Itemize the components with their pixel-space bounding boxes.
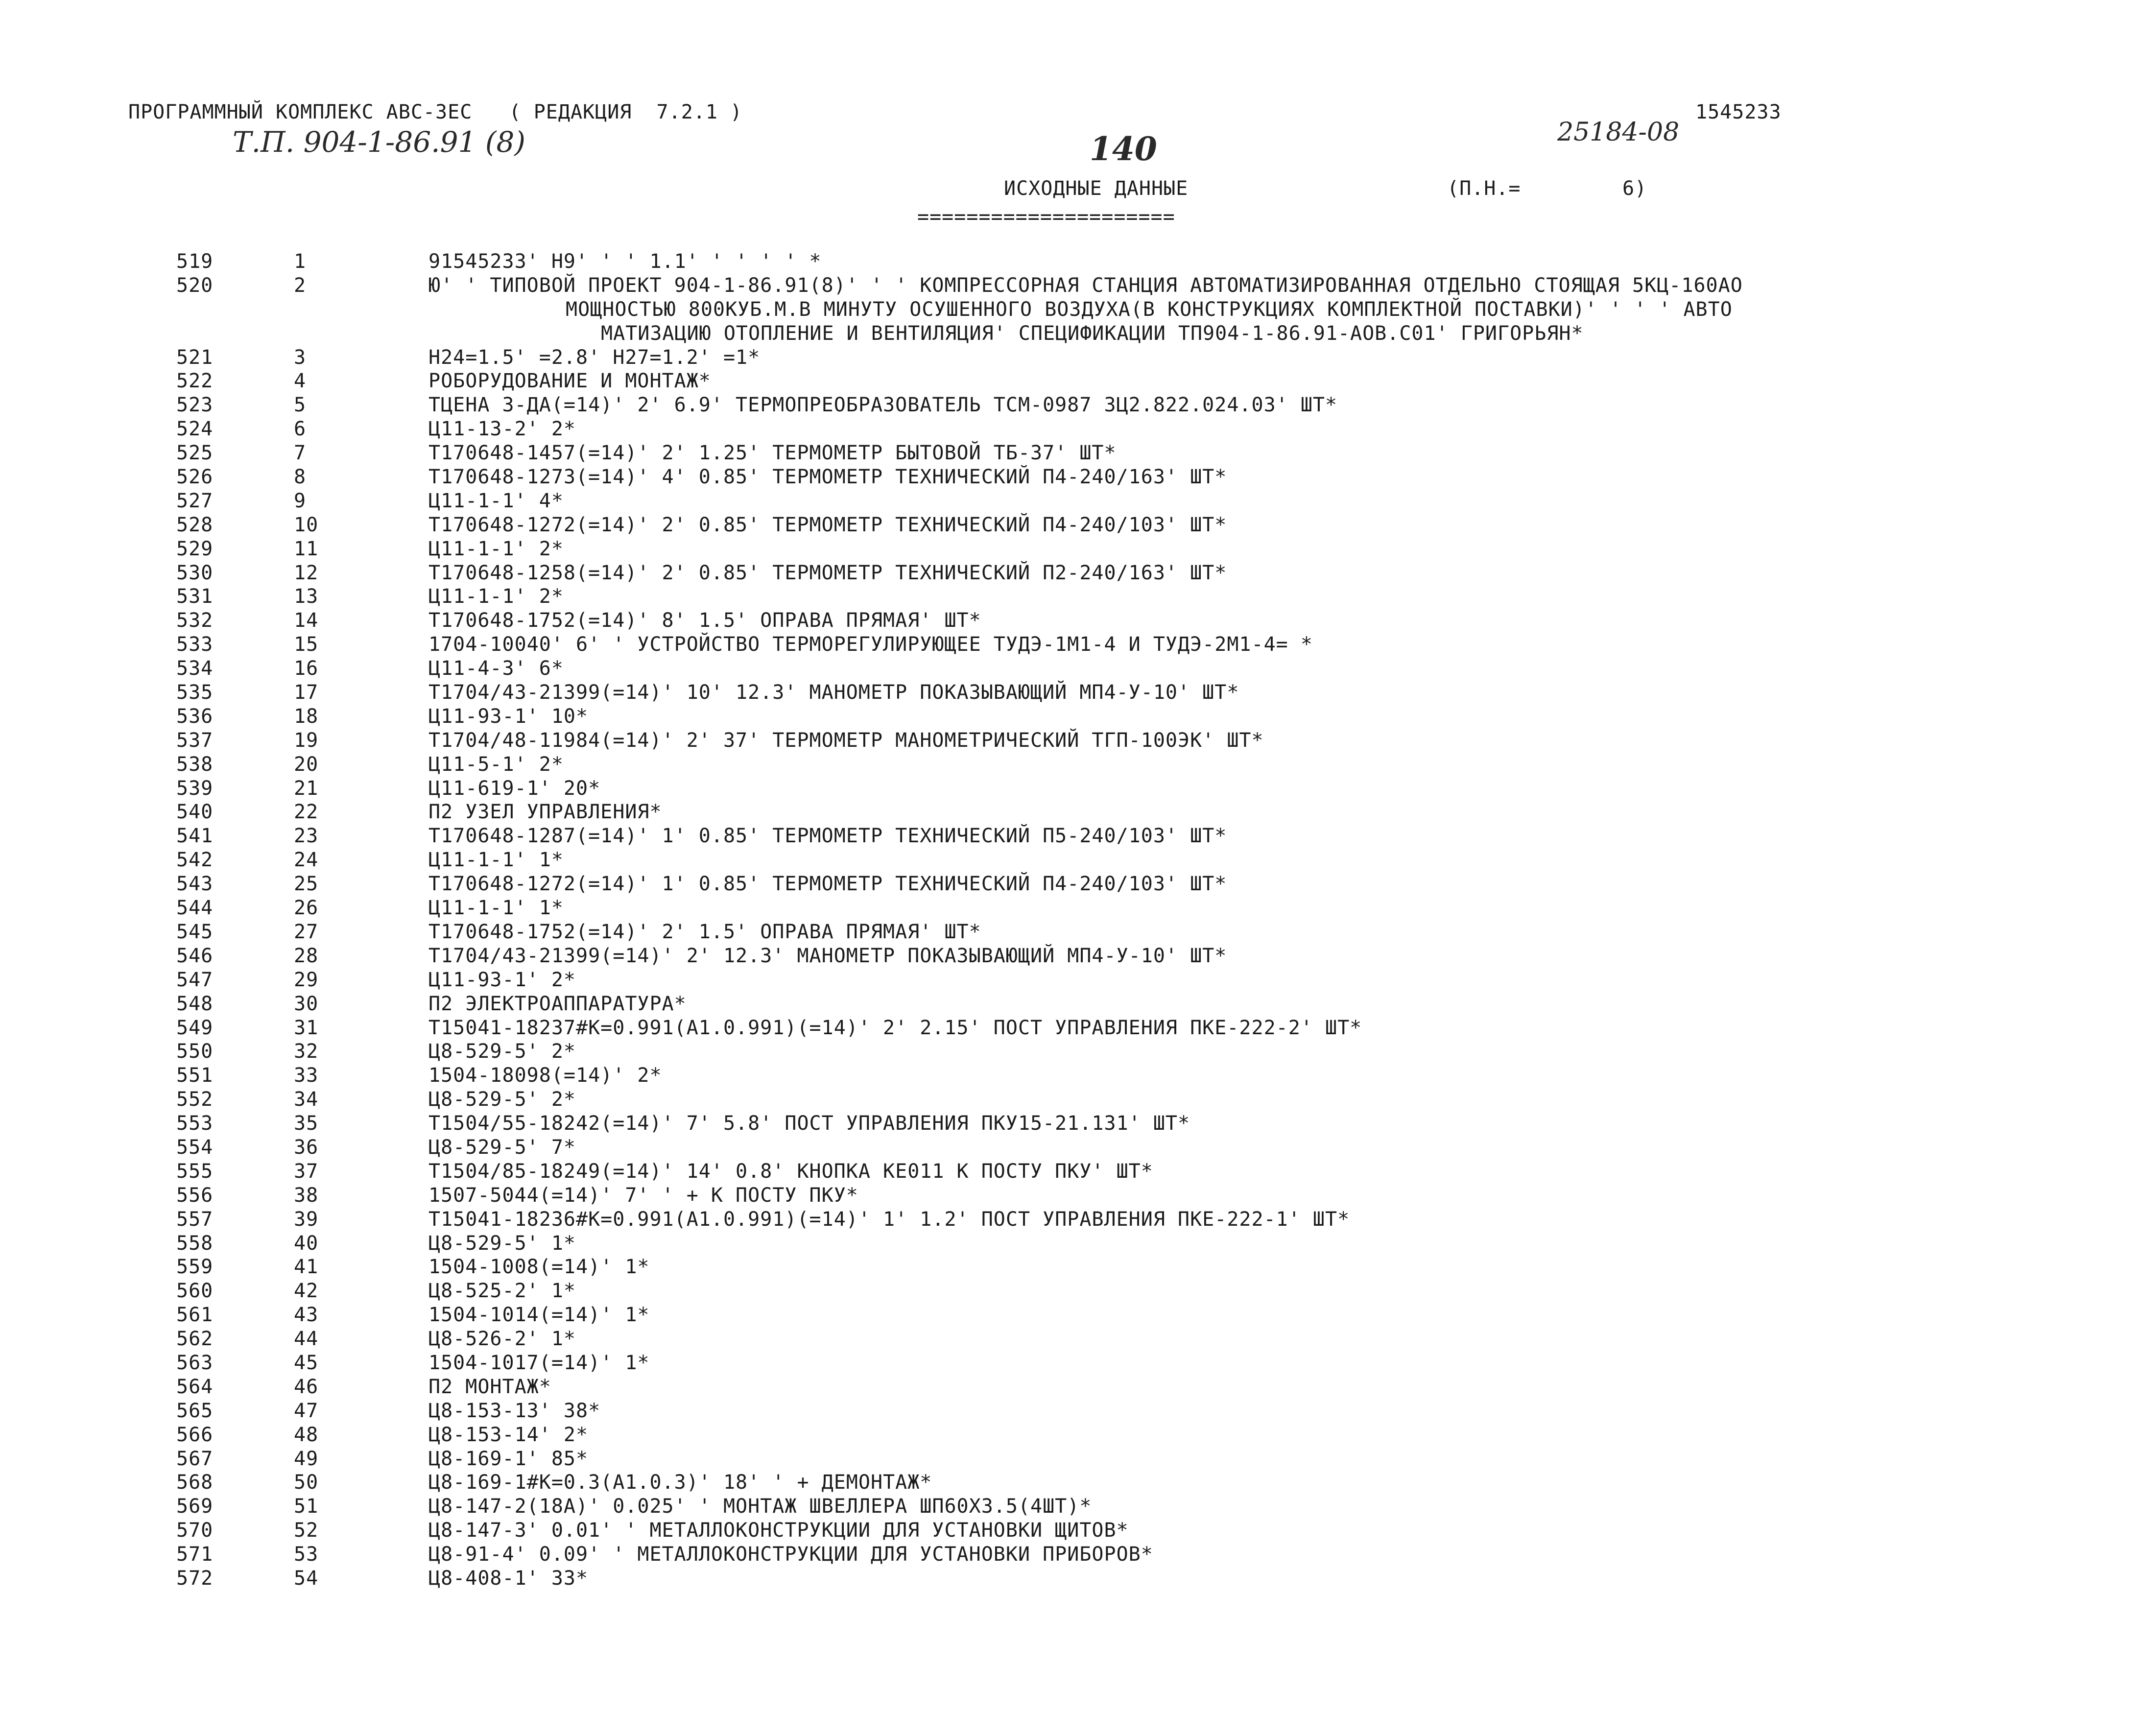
record-row xyxy=(0,561,2141,585)
record-text: Т1704/43-21399(=14)' 10' 12.3' МАНОМЕТР ПОКАЗЫВАЮЩИЙ МП4-У-10' ШТ* xyxy=(428,681,1239,704)
record-text: Ц8-529-5' 1* xyxy=(428,1232,576,1255)
record-sequence-number: 14 xyxy=(294,609,319,632)
record-line-number: 563 xyxy=(176,1351,214,1374)
record-text: Ц8-408-1' 33* xyxy=(428,1567,589,1590)
record-line-number: 548 xyxy=(176,992,214,1015)
record-line-number: 547 xyxy=(176,968,214,991)
record-row xyxy=(0,1351,2141,1375)
record-main-line xyxy=(0,848,2141,872)
record-row xyxy=(0,609,2141,633)
record-main-line xyxy=(0,753,2141,777)
record-main-line xyxy=(0,1016,2141,1040)
record-main-line xyxy=(0,1471,2141,1495)
record-text: Ц8-529-5' 2* xyxy=(428,1088,576,1111)
section-title-underline: ===================== xyxy=(917,206,1175,228)
record-text: 91545233' Н9' ' ' 1.1' ' ' ' ' * xyxy=(428,250,822,273)
record-sequence-number: 50 xyxy=(294,1471,319,1494)
record-main-line xyxy=(0,465,2141,489)
record-sequence-number: 35 xyxy=(294,1112,319,1135)
record-line-number: 542 xyxy=(176,849,214,872)
record-line-number: 523 xyxy=(176,394,214,417)
record-sequence-number: 8 xyxy=(294,466,307,489)
record-line-number: 526 xyxy=(176,466,214,489)
record-row xyxy=(0,1375,2141,1399)
record-sequence-number: 53 xyxy=(294,1543,319,1566)
record-row xyxy=(0,1303,2141,1327)
record-sequence-number: 54 xyxy=(294,1567,319,1590)
record-text: Ц8-526-2' 1* xyxy=(428,1328,576,1351)
record-row xyxy=(0,968,2141,992)
record-text: Ц11-93-1' 10* xyxy=(428,705,589,728)
record-text: Ю' ' ТИПОВОЙ ПРОЕКТ 904-1-86.91(8)' ' ' КОМПРЕССОРНАЯ СТАНЦИЯ АВТОМАТИЗИРОВАННАЯ ОТДЕЛЬНО СТОЯЩАЯ 5КЦ-160АО xyxy=(428,274,1743,297)
record-main-line xyxy=(0,992,2141,1016)
record-main-line xyxy=(0,1232,2141,1256)
record-main-line xyxy=(0,369,2141,393)
record-sequence-number: 37 xyxy=(294,1160,319,1183)
pn-value: 6) xyxy=(1622,177,1647,200)
record-main-line xyxy=(0,346,2141,370)
record-main-line xyxy=(0,944,2141,968)
record-text: Ц8-153-14' 2* xyxy=(428,1423,589,1446)
record-line-number: 551 xyxy=(176,1064,214,1087)
record-continuation-text: МОЩНОСТЬЮ 800КУБ.М.В МИНУТУ ОСУШЕННОГО ВОЗДУХА(В КОНСТРУКЦИЯХ КОМПЛЕКТНОЙ ПОСТАВКИ)' ' ' ' АВТО xyxy=(566,298,1733,321)
record-sequence-number: 23 xyxy=(294,825,319,848)
record-row xyxy=(0,513,2141,537)
records-listing xyxy=(0,250,2141,1591)
record-text: Т170648-1287(=14)' 1' 0.85' ТЕРМОМЕТР ТЕХНИЧЕСКИЙ П5-240/103' ШТ* xyxy=(428,825,1227,848)
record-text: П2 ЭЛЕКТРОАППАРАТУРА* xyxy=(428,992,687,1015)
record-row xyxy=(0,920,2141,944)
record-line-number: 533 xyxy=(176,633,214,656)
record-line-number: 571 xyxy=(176,1543,214,1566)
record-main-line xyxy=(0,1184,2141,1208)
record-text: Ц8-147-2(18А)' 0.025' ' МОНТАЖ ШВЕЛЛЕРА ШП60Х3.5(4ШТ)* xyxy=(428,1495,1092,1518)
record-main-line xyxy=(0,250,2141,274)
record-main-line xyxy=(0,274,2141,298)
record-row xyxy=(0,992,2141,1016)
record-row xyxy=(0,944,2141,968)
record-row xyxy=(0,1423,2141,1447)
record-line-number: 556 xyxy=(176,1184,214,1207)
record-main-line xyxy=(0,1351,2141,1375)
record-main-line xyxy=(0,729,2141,753)
record-sequence-number: 26 xyxy=(294,897,319,920)
record-main-line xyxy=(0,1543,2141,1567)
record-text: Т1704/43-21399(=14)' 2' 12.3' МАНОМЕТР ПОКАЗЫВАЮЩИЙ МП4-У-10' ШТ* xyxy=(428,944,1227,967)
record-main-line xyxy=(0,1375,2141,1399)
record-line-number: 567 xyxy=(176,1447,214,1470)
record-row xyxy=(0,346,2141,370)
record-line-number: 569 xyxy=(176,1495,214,1518)
record-row xyxy=(0,1064,2141,1088)
record-sequence-number: 33 xyxy=(294,1064,319,1087)
record-main-line xyxy=(0,585,2141,609)
record-sequence-number: 2 xyxy=(294,274,307,297)
record-line-number: 545 xyxy=(176,920,214,943)
record-main-line xyxy=(0,633,2141,657)
record-main-line xyxy=(0,1279,2141,1303)
record-line-number: 566 xyxy=(176,1423,214,1446)
record-main-line xyxy=(0,1303,2141,1327)
record-text: Ц11-619-1' 20* xyxy=(428,777,601,800)
record-text: Ц11-1-1' 2* xyxy=(428,585,564,608)
record-line-number: 521 xyxy=(176,346,214,369)
record-line-number: 555 xyxy=(176,1160,214,1183)
record-main-line xyxy=(0,1567,2141,1591)
record-text: Ц11-1-1' 4* xyxy=(428,489,564,512)
record-row xyxy=(0,250,2141,274)
record-line-number: 534 xyxy=(176,657,214,680)
record-line-number: 565 xyxy=(176,1399,214,1422)
record-row xyxy=(0,1136,2141,1160)
record-line-number: 564 xyxy=(176,1375,214,1398)
record-main-line xyxy=(0,1112,2141,1136)
record-line-number: 549 xyxy=(176,1016,214,1039)
record-row xyxy=(0,896,2141,920)
record-main-line xyxy=(0,681,2141,705)
pn-label: (П.Н.= xyxy=(1447,177,1521,200)
record-main-line xyxy=(0,1136,2141,1160)
record-main-line xyxy=(0,1255,2141,1279)
record-row xyxy=(0,1447,2141,1471)
record-row xyxy=(0,1327,2141,1351)
record-text: Т170648-1272(=14)' 2' 0.85' ТЕРМОМЕТР ТЕХНИЧЕСКИЙ П4-240/103' ШТ* xyxy=(428,513,1227,536)
record-text: Т15041-18236#К=0.991(А1.0.991)(=14)' 1' 1.2' ПОСТ УПРАВЛЕНИЯ ПКЕ-222-1' ШТ* xyxy=(428,1208,1350,1231)
record-line-number: 560 xyxy=(176,1280,214,1303)
record-sequence-number: 43 xyxy=(294,1304,319,1327)
record-row xyxy=(0,777,2141,801)
record-main-line xyxy=(0,1519,2141,1543)
record-sequence-number: 21 xyxy=(294,777,319,800)
record-text: 1504-1017(=14)' 1* xyxy=(428,1351,650,1374)
section-title: ИСХОДНЫЕ ДАННЫЕ xyxy=(1004,177,1189,200)
record-text: Ц11-4-3' 6* xyxy=(428,657,564,680)
record-sequence-number: 5 xyxy=(294,394,307,417)
record-sequence-number: 27 xyxy=(294,920,319,943)
page-number-handwritten: 140 xyxy=(1090,130,1157,168)
record-sequence-number: 15 xyxy=(294,633,319,656)
record-line-number: 539 xyxy=(176,777,214,800)
record-sequence-number: 29 xyxy=(294,968,319,991)
record-sequence-number: 3 xyxy=(294,346,307,369)
record-text: Ц11-93-1' 2* xyxy=(428,968,576,991)
record-text: Т170648-1457(=14)' 2' 1.25' ТЕРМОМЕТР БЫТОВОЙ ТБ-37' ШТ* xyxy=(428,442,1117,465)
record-row xyxy=(0,1567,2141,1591)
record-sequence-number: 7 xyxy=(294,442,307,465)
record-row xyxy=(0,872,2141,896)
record-sequence-number: 13 xyxy=(294,585,319,608)
record-line-number: 525 xyxy=(176,442,214,465)
record-row xyxy=(0,1112,2141,1136)
record-main-line xyxy=(0,657,2141,681)
record-main-line xyxy=(0,513,2141,537)
record-sequence-number: 10 xyxy=(294,513,319,536)
record-line-number: 546 xyxy=(176,944,214,967)
record-sequence-number: 22 xyxy=(294,801,319,824)
record-main-line xyxy=(0,1088,2141,1112)
record-line-number: 572 xyxy=(176,1567,214,1590)
record-sequence-number: 16 xyxy=(294,657,319,680)
record-sequence-number: 38 xyxy=(294,1184,319,1207)
record-line-number: 570 xyxy=(176,1519,214,1542)
record-main-line xyxy=(0,896,2141,920)
record-row xyxy=(0,465,2141,489)
record-row xyxy=(0,1232,2141,1256)
record-main-line xyxy=(0,393,2141,417)
record-line-number: 536 xyxy=(176,705,214,728)
record-line-number: 550 xyxy=(176,1040,214,1063)
record-line-number: 562 xyxy=(176,1328,214,1351)
record-line-number: 537 xyxy=(176,729,214,752)
document-code: 1545233 xyxy=(1695,101,1782,123)
record-line-number: 532 xyxy=(176,609,214,632)
record-row xyxy=(0,441,2141,465)
record-text: Ц11-5-1' 2* xyxy=(428,753,564,776)
record-sequence-number: 19 xyxy=(294,729,319,752)
record-line-number: 524 xyxy=(176,418,214,441)
record-text: 1504-1014(=14)' 1* xyxy=(428,1304,650,1327)
record-text: Т170648-1258(=14)' 2' 0.85' ТЕРМОМЕТР ТЕХНИЧЕСКИЙ П2-240/163' ШТ* xyxy=(428,561,1227,584)
record-text: РОБОРУДОВАНИЕ И МОНТАЖ* xyxy=(428,370,711,393)
record-row xyxy=(0,1160,2141,1184)
record-sequence-number: 28 xyxy=(294,944,319,967)
record-text: Т170648-1752(=14)' 2' 1.5' ОПРАВА ПРЯМАЯ' ШТ* xyxy=(428,920,981,943)
record-row xyxy=(0,1279,2141,1303)
record-row xyxy=(0,848,2141,872)
record-text: Н24=1.5' =2.8' Н27=1.2' =1* xyxy=(428,346,761,369)
record-sequence-number: 47 xyxy=(294,1399,319,1422)
record-row xyxy=(0,537,2141,561)
record-line-number: 520 xyxy=(176,274,214,297)
record-row xyxy=(0,274,2141,346)
record-row xyxy=(0,681,2141,705)
record-sequence-number: 42 xyxy=(294,1280,319,1303)
record-text: Ц8-169-1#К=0.3(А1.0.3)' 18' ' + ДЕМОНТАЖ* xyxy=(428,1471,932,1494)
record-row xyxy=(0,800,2141,824)
record-text: Ц11-13-2' 2* xyxy=(428,418,576,441)
record-line-number: 553 xyxy=(176,1112,214,1135)
record-line-number: 519 xyxy=(176,250,214,273)
record-main-line xyxy=(0,1064,2141,1088)
record-main-line xyxy=(0,1040,2141,1064)
record-row xyxy=(0,417,2141,441)
record-row xyxy=(0,705,2141,729)
record-text: 1704-10040' 6' ' УСТРОЙСТВО ТЕРМОРЕГУЛИРУЮЩЕЕ ТУДЭ-1М1-4 И ТУДЭ-2М1-4= * xyxy=(428,633,1313,656)
record-line-number: 541 xyxy=(176,825,214,848)
record-sequence-number: 24 xyxy=(294,849,319,872)
record-main-line xyxy=(0,872,2141,896)
record-main-line xyxy=(0,920,2141,944)
record-line-number: 535 xyxy=(176,681,214,704)
record-text: Ц8-529-5' 2* xyxy=(428,1040,576,1063)
record-row xyxy=(0,657,2141,681)
record-row xyxy=(0,729,2141,753)
record-row xyxy=(0,1184,2141,1208)
program-title: ПРОГРАММНЫЙ КОМПЛЕКС АВС-3ЕС ( РЕДАКЦИЯ 7.2.1 ) xyxy=(128,101,743,123)
record-main-line xyxy=(0,441,2141,465)
record-sequence-number: 17 xyxy=(294,681,319,704)
record-line-number: 552 xyxy=(176,1088,214,1111)
record-text: Т1704/48-11984(=14)' 2' 37' ТЕРМОМЕТР МАНОМЕТРИЧЕСКИЙ ТГП-100ЭК' ШТ* xyxy=(428,729,1264,752)
record-text: Ц8-153-13' 38* xyxy=(428,1399,601,1422)
record-text: Ц8-169-1' 85* xyxy=(428,1447,589,1470)
record-line-number: 522 xyxy=(176,370,214,393)
record-sequence-number: 39 xyxy=(294,1208,319,1231)
record-main-line xyxy=(0,561,2141,585)
record-row xyxy=(0,393,2141,417)
record-row xyxy=(0,369,2141,393)
record-line-number: 558 xyxy=(176,1232,214,1255)
record-text: П2 МОНТАЖ* xyxy=(428,1375,551,1398)
record-sequence-number: 9 xyxy=(294,489,307,512)
record-text: Ц8-147-3' 0.01' ' МЕТАЛЛОКОНСТРУКЦИИ ДЛЯ УСТАНОВКИ ЩИТОВ* xyxy=(428,1519,1129,1542)
record-main-line xyxy=(0,705,2141,729)
record-main-line xyxy=(0,417,2141,441)
record-sequence-number: 11 xyxy=(294,537,319,560)
record-text: Т15041-18237#К=0.991(А1.0.991)(=14)' 2' 2.15' ПОСТ УПРАВЛЕНИЯ ПКЕ-222-2' ШТ* xyxy=(428,1016,1362,1039)
record-main-line xyxy=(0,489,2141,513)
record-sequence-number: 40 xyxy=(294,1232,319,1255)
record-main-line xyxy=(0,824,2141,848)
record-row xyxy=(0,1543,2141,1567)
record-main-line xyxy=(0,968,2141,992)
record-line-number: 554 xyxy=(176,1136,214,1159)
record-row xyxy=(0,585,2141,609)
record-sequence-number: 20 xyxy=(294,753,319,776)
record-row xyxy=(0,824,2141,848)
record-main-line xyxy=(0,537,2141,561)
record-main-line xyxy=(0,1208,2141,1232)
record-line-number: 568 xyxy=(176,1471,214,1494)
record-sequence-number: 4 xyxy=(294,370,307,393)
record-line-number: 538 xyxy=(176,753,214,776)
record-row xyxy=(0,1255,2141,1279)
record-line-number: 557 xyxy=(176,1208,214,1231)
record-line-number: 527 xyxy=(176,489,214,512)
record-continuation-text: МАТИЗАЦИЮ ОТОПЛЕНИЕ И ВЕНТИЛЯЦИЯ' СПЕЦИФИКАЦИИ ТП904-1-86.91-АОВ.С01' ГРИГОРЬЯН* xyxy=(601,322,1584,345)
record-text: Т1504/55-18242(=14)' 7' 5.8' ПОСТ УПРАВЛЕНИЯ ПКУ15-21.131' ШТ* xyxy=(428,1112,1190,1135)
record-text: Т1504/85-18249(=14)' 14' 0.8' КНОПКА КЕ011 К ПОСТУ ПКУ' ШТ* xyxy=(428,1160,1153,1183)
record-line-number: 561 xyxy=(176,1304,214,1327)
record-main-line xyxy=(0,609,2141,633)
record-row xyxy=(0,1471,2141,1495)
record-sequence-number: 32 xyxy=(294,1040,319,1063)
record-sequence-number: 6 xyxy=(294,418,307,441)
record-text: Т170648-1273(=14)' 4' 0.85' ТЕРМОМЕТР ТЕХНИЧЕСКИЙ П4-240/163' ШТ* xyxy=(428,466,1227,489)
record-main-line xyxy=(0,777,2141,801)
record-text: Ц11-1-1' 1* xyxy=(428,849,564,872)
record-continuation-line xyxy=(0,322,2141,346)
record-text: Ц11-1-1' 2* xyxy=(428,537,564,560)
record-sequence-number: 18 xyxy=(294,705,319,728)
record-text: Т170648-1272(=14)' 1' 0.85' ТЕРМОМЕТР ТЕХНИЧЕСКИЙ П4-240/103' ШТ* xyxy=(428,873,1227,896)
record-row xyxy=(0,633,2141,657)
record-sequence-number: 30 xyxy=(294,992,319,1015)
record-sequence-number: 45 xyxy=(294,1351,319,1374)
record-sequence-number: 31 xyxy=(294,1016,319,1039)
record-sequence-number: 49 xyxy=(294,1447,319,1470)
record-line-number: 544 xyxy=(176,897,214,920)
record-main-line xyxy=(0,1423,2141,1447)
record-main-line xyxy=(0,1399,2141,1423)
record-main-line xyxy=(0,1495,2141,1519)
record-text: Ц11-1-1' 1* xyxy=(428,897,564,920)
record-row xyxy=(0,753,2141,777)
record-sequence-number: 44 xyxy=(294,1328,319,1351)
record-sequence-number: 34 xyxy=(294,1088,319,1111)
record-line-number: 559 xyxy=(176,1256,214,1279)
record-row xyxy=(0,1040,2141,1064)
record-row xyxy=(0,1519,2141,1543)
record-sequence-number: 41 xyxy=(294,1256,319,1279)
record-line-number: 543 xyxy=(176,873,214,896)
record-text: 1507-5044(=14)' 7' ' + К ПОСТУ ПКУ* xyxy=(428,1184,858,1207)
record-sequence-number: 12 xyxy=(294,561,319,584)
record-row xyxy=(0,1088,2141,1112)
record-row xyxy=(0,1495,2141,1519)
record-main-line xyxy=(0,1160,2141,1184)
record-sequence-number: 52 xyxy=(294,1519,319,1542)
record-sequence-number: 36 xyxy=(294,1136,319,1159)
record-text: Ц8-91-4' 0.09' ' МЕТАЛЛОКОНСТРУКЦИИ ДЛЯ УСТАНОВКИ ПРИБОРОВ* xyxy=(428,1543,1153,1566)
project-number-handwritten: Т.П. 904-1-86.91 (8) xyxy=(233,125,526,159)
record-line-number: 530 xyxy=(176,561,214,584)
record-line-number: 529 xyxy=(176,537,214,560)
record-main-line xyxy=(0,1327,2141,1351)
record-row xyxy=(0,1016,2141,1040)
record-line-number: 531 xyxy=(176,585,214,608)
record-sequence-number: 1 xyxy=(294,250,307,273)
record-text: Т170648-1752(=14)' 8' 1.5' ОПРАВА ПРЯМАЯ' ШТ* xyxy=(428,609,981,632)
record-sequence-number: 51 xyxy=(294,1495,319,1518)
record-text: П2 УЗЕЛ УПРАВЛЕНИЯ* xyxy=(428,801,662,824)
record-row xyxy=(0,1208,2141,1232)
record-row xyxy=(0,489,2141,513)
record-sequence-number: 48 xyxy=(294,1423,319,1446)
record-continuation-line xyxy=(0,298,2141,322)
record-main-line xyxy=(0,800,2141,824)
record-line-number: 528 xyxy=(176,513,214,536)
record-text: ТЦЕНА 3-ДА(=14)' 2' 6.9' ТЕРМОПРЕОБРАЗОВАТЕЛЬ ТСМ-0987 3Ц2.822.024.03' ШТ* xyxy=(428,394,1338,417)
record-row xyxy=(0,1399,2141,1423)
record-text: 1504-18098(=14)' 2* xyxy=(428,1064,662,1087)
catalog-number-handwritten: 25184-08 xyxy=(1557,118,1680,147)
record-text: Ц8-525-2' 1* xyxy=(428,1280,576,1303)
record-text: Ц8-529-5' 7* xyxy=(428,1136,576,1159)
record-sequence-number: 25 xyxy=(294,873,319,896)
record-sequence-number: 46 xyxy=(294,1375,319,1398)
record-line-number: 540 xyxy=(176,801,214,824)
record-text: 1504-1008(=14)' 1* xyxy=(428,1256,650,1279)
record-main-line xyxy=(0,1447,2141,1471)
